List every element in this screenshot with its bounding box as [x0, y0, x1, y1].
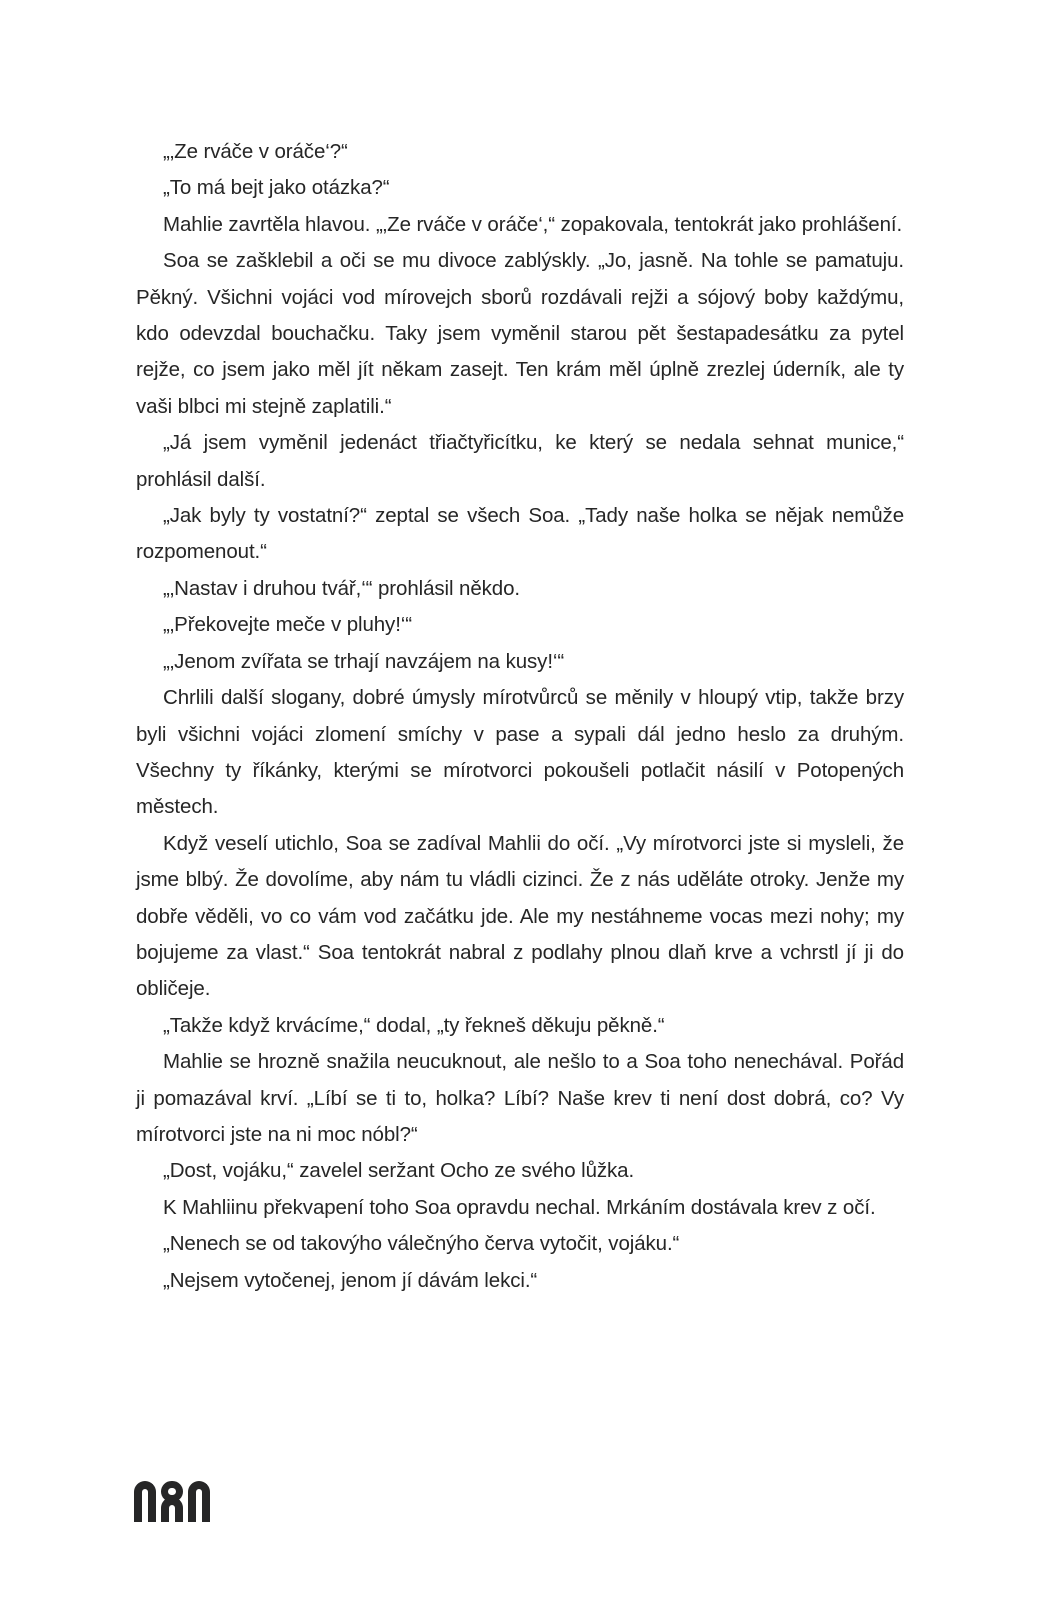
paragraph: „Já jsem vyměnil jedenáct třiačtyřicítku, ke který se nedala sehnat munice,“ prohlásil další.	[136, 431, 904, 491]
paragraph: „Nenech se od takovýho válečnýho červa vytočit, vojáku.“	[163, 1232, 680, 1256]
paragraph: „‚Jenom zvířata se trhají navzájem na kusy!‘“	[163, 649, 565, 673]
page-number	[134, 1481, 210, 1522]
folio-digit-0	[134, 1481, 156, 1522]
paragraph: „‚Překovejte meče v pluhy!‘“	[163, 613, 412, 637]
paragraph: Mahlie se hrozně snažila neucuknout, ale nešlo to a Soa toho nenechával. Pořád ji pomazával krví. „Líbí se ti to, holka? Líbí? Naše krev ti není dost dobrá, co? Vy mírotvorci jste na ni moc nóbl?“	[136, 1050, 904, 1146]
body-text	[136, 134, 904, 1299]
folio-digit-8	[161, 1481, 183, 1522]
paragraph: Soa se zašklebil a oči se mu divoce zablýskly. „Jo, jasně. Na tohle se pamatuju. Pěkný. Všichni vojáci vod mírovejch sborů rozdávali rejži a sójový boby každýmu, kdo odevzdal bouchačku. Taky jsem vyměnil starou pět šestapadesátku za pytel rejže, co jsem jako měl jít někam zasejt. Ten krám měl úplně zrezlej úderník, ale ty vaši blbci mi stejně zaplatili.“	[136, 249, 904, 418]
digit-8-bottom-loop	[161, 1497, 183, 1522]
paragraph: Chrlili další slogany, dobré úmysly mírotvůrců se měnily v hloupý vtip, takže brzy byli všichni vojáci zlomení smíchy v pase a sypali dál jedno heslo za druhým. Všechny ty říkánky, kterými se mírotvorci pokoušeli potlačit násilí v Potopených městech.	[136, 686, 904, 819]
paragraph: „‚Ze rváče v oráče‘?“	[163, 140, 348, 163]
paragraph: „Dost, vojáku,“ zavelel seržant Ocho ze svého lůžka.	[163, 1159, 635, 1183]
paragraph: Když veselí utichlo, Soa se zadíval Mahlii do očí. „Vy mírotvorci jste si mysleli, že jsme blbý. Že dovolíme, aby nám tu vládli cizinci. Že z nás uděláte otroky. Jenže my dobře věděli, vo co vám vod začátku jde. Ale my nestáhneme vocas mezi nohy; my bojujeme za vlast.“ Soa tentokrát nabral z podlahy plnou dlaň krve a vchrstl jí ji do obličeje.	[136, 831, 904, 1001]
folio-digit-0	[188, 1481, 210, 1522]
paragraph: K Mahliinu překvapení toho Soa opravdu nechal. Mrkáním dostávala krev z očí.	[163, 1195, 876, 1219]
paragraph: „Nejsem vytočenej, jenom jí dávám lekci.“	[163, 1268, 538, 1292]
paragraph: „To má bejt jako otázka?“	[163, 176, 390, 200]
paragraph: „Jak byly ty vostatní?“ zeptal se všech Soa. „Tady naše holka se nějak nemůže rozpomenout.“	[136, 504, 904, 564]
paragraph: Mahlie zavrtěla hlavou. „‚Ze rváče v oráče‘,“ zopakovala, tentokrát jako prohlášení.	[163, 212, 903, 236]
paragraph: „‚Nastav i druhou tvář,‘“ prohlásil někdo.	[163, 576, 520, 600]
paragraph: „Takže když krvácíme,“ dodal, „ty řekneš děkuju pěkně.“	[163, 1013, 665, 1037]
